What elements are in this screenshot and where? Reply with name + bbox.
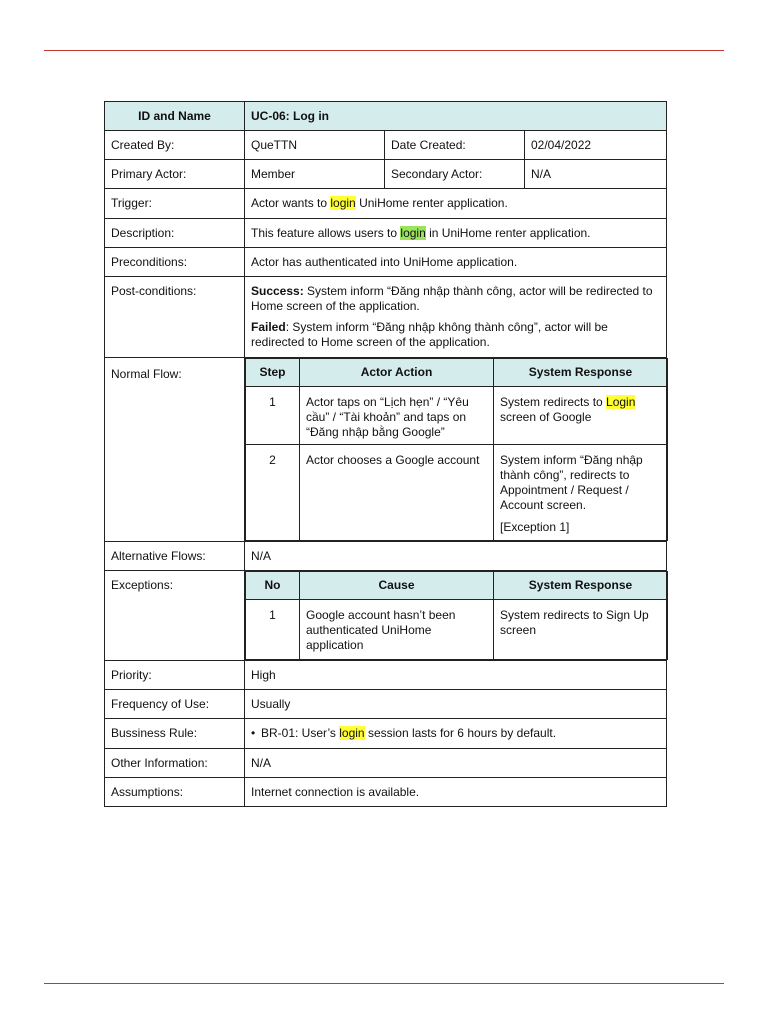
trigger-value (245, 189, 667, 219)
business-rule-value (245, 719, 667, 749)
exceptions-label: Exceptions: (105, 571, 245, 661)
bullet-icon: • (251, 726, 256, 740)
description-value (245, 219, 667, 248)
id-name-label: ID and Name (105, 102, 245, 131)
description-highlight: login (400, 225, 426, 240)
normal-flow-label: Normal Flow: (105, 358, 245, 542)
row-business-rule (105, 719, 667, 749)
id-name-value: UC-06: Log in (245, 102, 667, 131)
failed-paragraph (251, 320, 660, 350)
nf-step-2-no: 2 (246, 445, 300, 541)
normal-flow-table (245, 358, 668, 541)
business-rule-text-pre: BR-01: User’s (261, 726, 340, 740)
row-postconditions (105, 277, 667, 358)
normal-flow-header (246, 359, 668, 387)
nf-header-step: Step (246, 359, 300, 387)
created-by-value: QueTTN (245, 131, 385, 160)
ex-header-cause: Cause (300, 572, 494, 600)
row-priority (105, 661, 667, 690)
row-normal-flow (105, 358, 667, 542)
nf-step-2-response (494, 445, 668, 541)
exceptions-table-cell (245, 571, 667, 661)
trigger-highlight: login (330, 196, 356, 210)
frequency-label: Frequency of Use: (105, 690, 245, 719)
business-rule-label: Bussiness Rule: (105, 719, 245, 749)
failed-text: : System inform “Đăng nhập không thành công”, actor will be redirected to Home screen of the application. (251, 320, 608, 349)
frequency-value: Usually (245, 690, 667, 719)
nf-step-2-action: Actor chooses a Google account (300, 445, 494, 541)
trigger-label: Trigger: (105, 189, 245, 219)
description-text-pre: This feature allows users to (251, 225, 401, 240)
trigger-text-pre: Actor wants to (251, 196, 331, 210)
failed-label: Failed (251, 320, 286, 334)
row-description (105, 219, 667, 248)
other-info-label: Other Information: (105, 749, 245, 778)
primary-actor-value: Member (245, 160, 385, 189)
row-trigger (105, 189, 667, 219)
row-created-by (105, 131, 667, 160)
row-exceptions (105, 571, 667, 661)
priority-value: High (245, 661, 667, 690)
priority-label: Priority: (105, 661, 245, 690)
table-row (246, 445, 668, 541)
success-paragraph (251, 284, 660, 314)
row-id-name (105, 102, 667, 131)
nf-step-1-response-pre: System redirects to (500, 395, 607, 409)
nf-step-2-response-text: System inform “Đăng nhập thành công”, redirects to Appointment / Request / Account screen. (500, 453, 643, 512)
nf-step-1-response (494, 387, 668, 445)
nf-step-1-response-highlight: Login (606, 395, 636, 409)
success-text: System inform “Đăng nhập thành công, actor will be redirected to Home screen of the application. (251, 284, 653, 313)
secondary-actor-value: N/A (525, 160, 667, 189)
table-row (246, 600, 668, 660)
nf-step-1-action: Actor taps on “Lịch hẹn” / “Yêu cầu” / “Tài khoản” and taps on “Đăng nhập bằng Google” (300, 387, 494, 445)
nf-step-2-exception-ref: [Exception 1] (500, 520, 570, 534)
assumptions-label: Assumptions: (105, 778, 245, 807)
secondary-actor-label: Secondary Actor: (385, 160, 525, 189)
bottom-rule (44, 983, 724, 984)
normal-flow-table-cell (245, 358, 667, 542)
success-label: Success: (251, 284, 304, 298)
table-row (246, 387, 668, 445)
row-alternative-flows (105, 542, 667, 571)
date-created-value: 02/04/2022 (525, 131, 667, 160)
ex-row-1-cause: Google account hasn’t been authenticated UniHome application (300, 600, 494, 660)
alternative-flows-label: Alternative Flows: (105, 542, 245, 571)
exceptions-header (246, 572, 668, 600)
row-frequency (105, 690, 667, 719)
description-label: Description: (105, 219, 245, 248)
trigger-text-post: UniHome renter application. (355, 196, 508, 210)
preconditions-label: Preconditions: (105, 248, 245, 277)
preconditions-value: Actor has authenticated into UniHome application. (245, 248, 667, 277)
other-info-value: N/A (245, 749, 667, 778)
nf-header-response: System Response (494, 359, 668, 387)
business-rule-highlight: login (339, 726, 365, 740)
postconditions-value (245, 277, 667, 358)
ex-row-1-no: 1 (246, 600, 300, 660)
nf-step-1-response-post: screen of Google (500, 410, 592, 424)
exceptions-table (245, 571, 668, 660)
primary-actor-label: Primary Actor: (105, 160, 245, 189)
ex-row-1-response: System redirects to Sign Up screen (494, 600, 668, 660)
alternative-flows-value: N/A (245, 542, 667, 571)
nf-header-action: Actor Action (300, 359, 494, 387)
date-created-label: Date Created: (385, 131, 525, 160)
row-assumptions (105, 778, 667, 807)
description-text-post: in UniHome renter application. (425, 225, 591, 240)
postconditions-label: Post-conditions: (105, 277, 245, 358)
ex-header-no: No (246, 572, 300, 600)
nf-step-1-no: 1 (246, 387, 300, 445)
assumptions-value: Internet connection is available. (245, 778, 667, 807)
ex-header-response: System Response (494, 572, 668, 600)
use-case-table (104, 101, 667, 807)
top-rule (44, 50, 724, 51)
row-primary-actor (105, 160, 667, 189)
business-rule-text-post: session lasts for 6 hours by default. (364, 726, 557, 740)
row-preconditions (105, 248, 667, 277)
created-by-label: Created By: (105, 131, 245, 160)
row-other-info (105, 749, 667, 778)
